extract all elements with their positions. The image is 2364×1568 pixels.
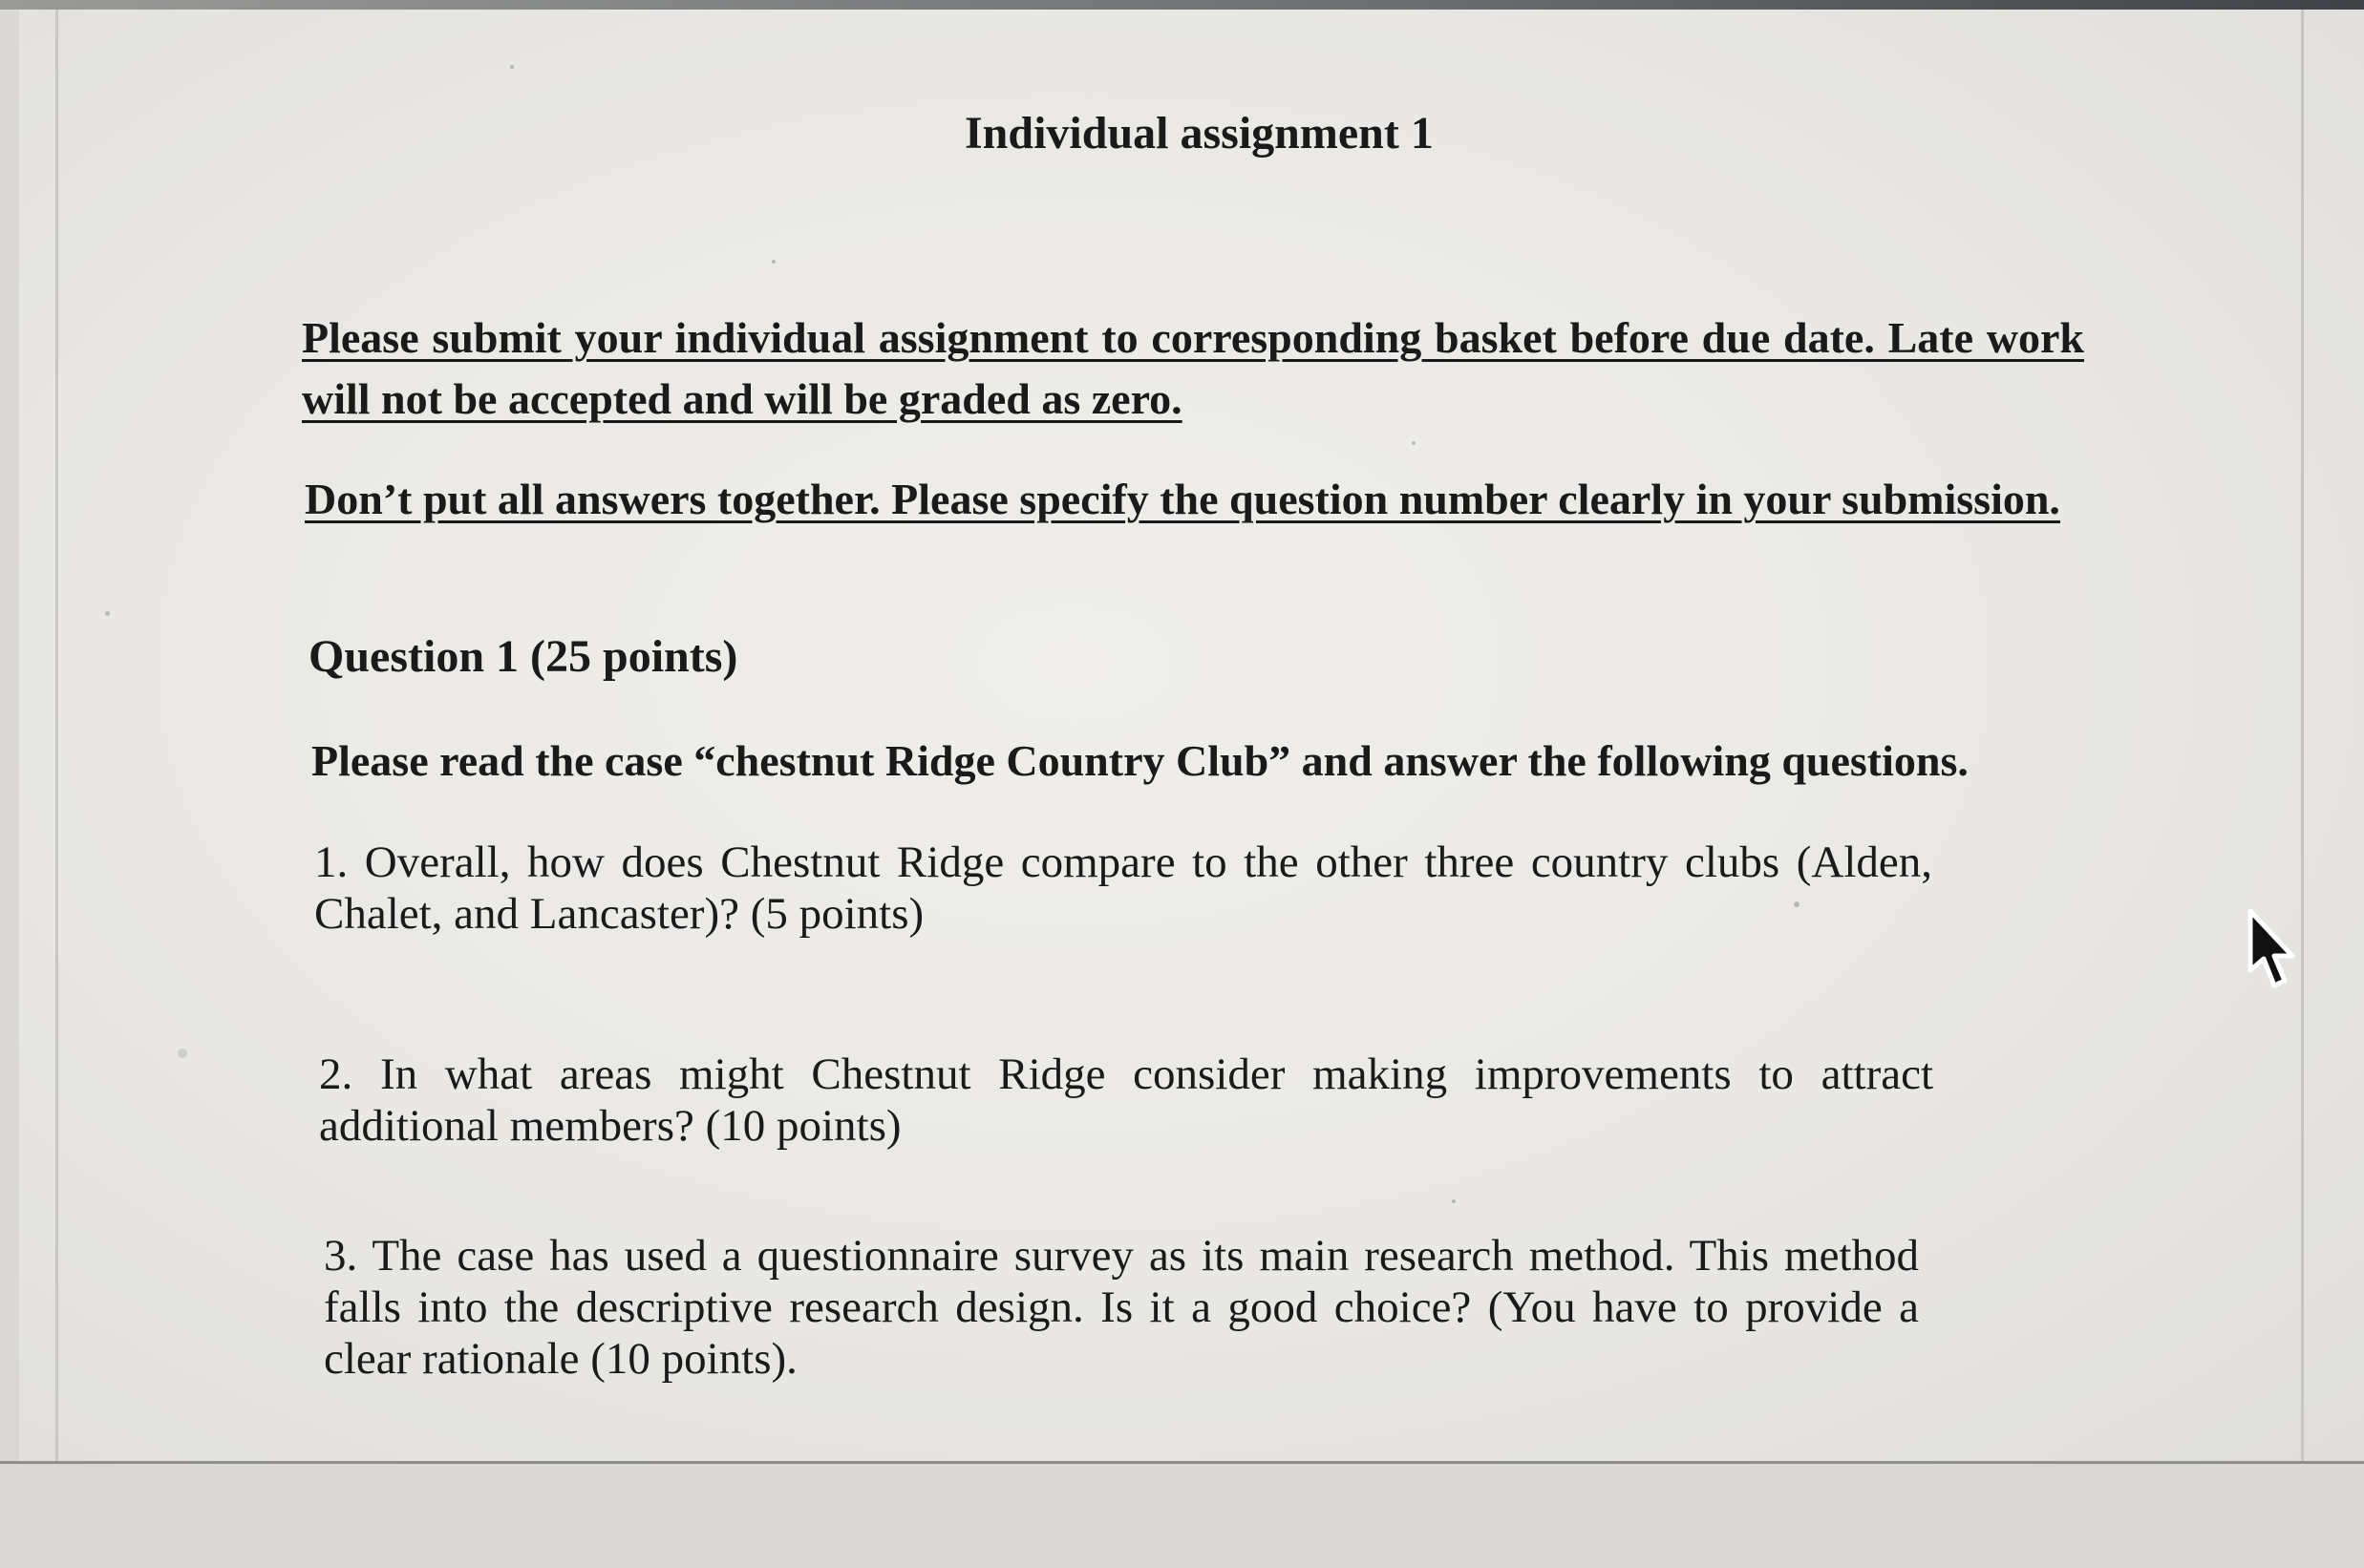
question-item-2: 2. In what areas might Chestnut Ridge consider making improvements to attract additional members? (10 points): [319, 1049, 1933, 1151]
screen-speck: [178, 1049, 187, 1058]
case-instructions: Please read the case “chestnut Ridge Country Club” and answer the following questions.: [311, 736, 1969, 785]
monitor-top-edge: [0, 0, 2364, 10]
screen-speck: [105, 611, 110, 616]
screen-speck: [510, 65, 514, 69]
question-heading: Question 1 (25 points): [309, 631, 738, 682]
below-page-area: [0, 1464, 2364, 1568]
page-left-border: [55, 10, 58, 1461]
submission-notice: Please submit your individual assignment to corresponding basket before due date. Late work will not be accepted and will be graded as zero.: [302, 313, 2084, 423]
question-item-1: 1. Overall, how does Chestnut Ridge compare to the other three country clubs (Alden, Chalet, and Lancaster)? (5 points): [314, 837, 1932, 939]
page-right-border: [2301, 10, 2304, 1461]
document-title: Individual assignment 1: [965, 108, 1434, 159]
screen-speck: [1452, 1199, 1456, 1203]
screen-speck: [1412, 441, 1416, 445]
mouse-pointer-icon: [2245, 907, 2302, 993]
answer-format-notice: Don’t put all answers together. Please specify the question number clearly in your submission.: [305, 475, 2060, 523]
question-item-3: 3. The case has used a questionnaire survey as its main research method. This method falls into the descriptive research design. Is it a good choice? (You have to provide a clear rationale (10 points).: [324, 1231, 1919, 1384]
screen-speck: [772, 260, 776, 264]
